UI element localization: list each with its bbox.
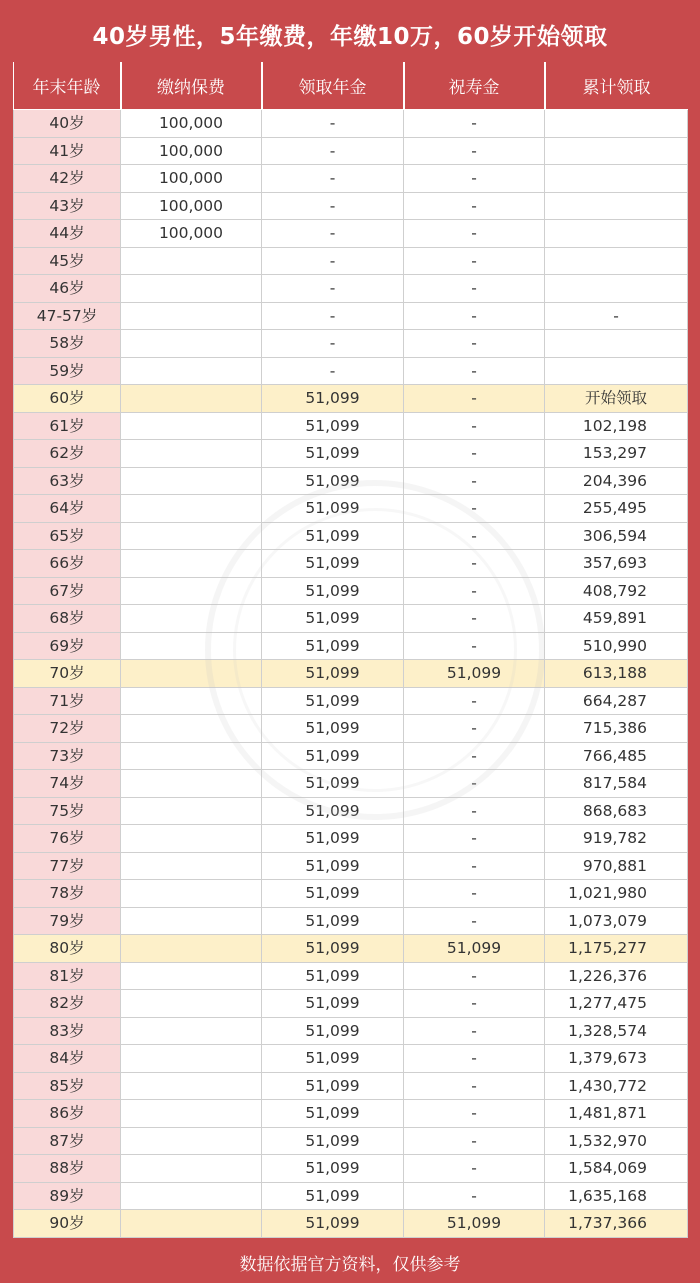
cell-premium [121,852,262,880]
cell-age: 66岁 [14,550,121,578]
cell-age: 90岁 [14,1210,121,1238]
cell-cumulative: 408,792 [545,577,688,605]
cell-annuity: 51,099 [262,632,404,660]
cell-age: 82岁 [14,990,121,1018]
cell-premium [121,880,262,908]
cell-cumulative: 510,990 [545,632,688,660]
cell-premium [121,357,262,385]
cell-cumulative: 1,073,079 [545,907,688,935]
cell-birthday-benefit: 51,099 [404,660,545,688]
cell-age: 40岁 [14,110,121,138]
cell-age: 75岁 [14,797,121,825]
table-row [14,550,688,578]
cell-age: 41岁 [14,137,121,165]
cell-birthday-benefit: - [404,220,545,248]
cell-premium [121,797,262,825]
cell-birthday-benefit: - [404,522,545,550]
cell-age: 83岁 [14,1017,121,1045]
cell-birthday-benefit: - [404,412,545,440]
cell-annuity: 51,099 [262,687,404,715]
cell-annuity: 51,099 [262,1045,404,1073]
cell-annuity: - [262,357,404,385]
cell-annuity: - [262,220,404,248]
cell-annuity: - [262,137,404,165]
cell-premium [121,1045,262,1073]
cell-age: 89岁 [14,1182,121,1210]
cell-birthday-benefit: - [404,550,545,578]
cell-birthday-benefit: - [404,192,545,220]
cell-premium [121,522,262,550]
cell-birthday-benefit: - [404,605,545,633]
cell-cumulative: 459,891 [545,605,688,633]
cell-birthday-benefit: - [404,357,545,385]
cell-birthday-benefit: - [404,110,545,138]
cell-premium [121,1017,262,1045]
cell-cumulative: 153,297 [545,440,688,468]
header-premium: 缴纳保费 [121,62,262,110]
cell-cumulative: 102,198 [545,412,688,440]
cell-annuity: 51,099 [262,880,404,908]
cell-birthday-benefit: - [404,467,545,495]
cell-birthday-benefit: - [404,962,545,990]
cell-premium [121,687,262,715]
table-row [14,1127,688,1155]
cell-age: 69岁 [14,632,121,660]
cell-cumulative [545,192,688,220]
cell-age: 61岁 [14,412,121,440]
table-row [14,825,688,853]
table-row [14,110,688,138]
cell-birthday-benefit: - [404,687,545,715]
cell-cumulative: 1,481,871 [545,1100,688,1128]
cell-cumulative: 817,584 [545,770,688,798]
cell-age: 64岁 [14,495,121,523]
cell-cumulative [545,220,688,248]
cell-cumulative: 919,782 [545,825,688,853]
cell-annuity: 51,099 [262,990,404,1018]
cell-premium [121,385,262,413]
table-header-row [14,62,688,110]
table-row [14,330,688,358]
cell-birthday-benefit: - [404,165,545,193]
cell-birthday-benefit: - [404,770,545,798]
cell-birthday-benefit: - [404,275,545,303]
cell-premium [121,440,262,468]
cell-annuity: 51,099 [262,385,404,413]
table-row [14,302,688,330]
table-row [14,632,688,660]
cell-age: 80岁 [14,935,121,963]
cell-annuity: 51,099 [262,797,404,825]
cell-birthday-benefit: - [404,137,545,165]
cell-age: 81岁 [14,962,121,990]
cell-age: 45岁 [14,247,121,275]
cell-annuity: 51,099 [262,1072,404,1100]
cell-birthday-benefit: - [404,1127,545,1155]
cell-annuity: - [262,192,404,220]
footer-note: 数据依据官方资料，仅供参考 [239,1254,461,1275]
cell-birthday-benefit: - [404,825,545,853]
cell-premium [121,990,262,1018]
table-row [14,1100,688,1128]
cell-annuity: - [262,247,404,275]
annuity-table [13,62,688,1238]
table-row [14,660,688,688]
cell-age: 74岁 [14,770,121,798]
cell-cumulative: 1,379,673 [545,1045,688,1073]
cell-premium [121,412,262,440]
cell-birthday-benefit: - [404,1155,545,1183]
cell-premium [121,715,262,743]
cell-annuity: 51,099 [262,467,404,495]
table-row [14,357,688,385]
cell-annuity: 51,099 [262,852,404,880]
cell-premium [121,302,262,330]
cell-cumulative [545,275,688,303]
cell-age: 72岁 [14,715,121,743]
cell-age: 46岁 [14,275,121,303]
cell-premium [121,770,262,798]
cell-cumulative: 970,881 [545,852,688,880]
cell-birthday-benefit: - [404,880,545,908]
cell-annuity: 51,099 [262,495,404,523]
cell-birthday-benefit: - [404,1017,545,1045]
table-container [13,62,687,1238]
table-row [14,797,688,825]
cell-age: 78岁 [14,880,121,908]
cell-premium [121,330,262,358]
cell-age: 44岁 [14,220,121,248]
cell-cumulative: 1,635,168 [545,1182,688,1210]
cell-annuity: 51,099 [262,1182,404,1210]
table-row [14,1210,688,1238]
cell-premium: 100,000 [121,192,262,220]
cell-birthday-benefit: - [404,577,545,605]
table-row [14,522,688,550]
header-birthday-benefit: 祝寿金 [404,62,545,110]
cell-cumulative [545,330,688,358]
table-row [14,935,688,963]
cell-premium: 100,000 [121,110,262,138]
cell-cumulative: 1,226,376 [545,962,688,990]
cell-premium [121,907,262,935]
cell-cumulative: 613,188 [545,660,688,688]
table-row [14,770,688,798]
cell-premium [121,605,262,633]
table-row [14,192,688,220]
cell-annuity: 51,099 [262,1100,404,1128]
cell-annuity: 51,099 [262,770,404,798]
cell-premium [121,467,262,495]
table-row [14,1072,688,1100]
table-row [14,440,688,468]
cell-premium [121,1182,262,1210]
cell-cumulative: 766,485 [545,742,688,770]
cell-annuity: - [262,110,404,138]
table-row [14,742,688,770]
cell-birthday-benefit: - [404,1100,545,1128]
table-row [14,385,688,413]
table-row [14,907,688,935]
cell-premium: 100,000 [121,165,262,193]
cell-premium [121,825,262,853]
cell-annuity: 51,099 [262,440,404,468]
cell-birthday-benefit: - [404,852,545,880]
table-row [14,1155,688,1183]
cell-cumulative: 1,584,069 [545,1155,688,1183]
cell-cumulative: 204,396 [545,467,688,495]
cell-annuity: 51,099 [262,715,404,743]
cell-cumulative: 715,386 [545,715,688,743]
cell-premium [121,577,262,605]
cell-annuity: 51,099 [262,1127,404,1155]
cell-annuity: 51,099 [262,907,404,935]
cell-cumulative: 1,328,574 [545,1017,688,1045]
cell-cumulative: 1,021,980 [545,880,688,908]
table-row [14,990,688,1018]
cell-cumulative [545,357,688,385]
cell-age: 79岁 [14,907,121,935]
cell-birthday-benefit: - [404,440,545,468]
cell-cumulative: 868,683 [545,797,688,825]
table-row [14,137,688,165]
cell-cumulative [545,247,688,275]
cell-premium [121,1072,262,1100]
cell-age: 88岁 [14,1155,121,1183]
cell-birthday-benefit: - [404,742,545,770]
cell-birthday-benefit: - [404,990,545,1018]
cell-cumulative [545,110,688,138]
table-row [14,467,688,495]
cell-cumulative: 255,495 [545,495,688,523]
cell-age: 73岁 [14,742,121,770]
cell-cumulative: 1,430,772 [545,1072,688,1100]
cell-premium [121,962,262,990]
cell-annuity: 51,099 [262,522,404,550]
cell-annuity: - [262,275,404,303]
cell-annuity: 51,099 [262,550,404,578]
cell-premium [121,632,262,660]
cell-premium [121,660,262,688]
cell-premium: 100,000 [121,220,262,248]
cell-cumulative: 开始领取 [545,385,688,413]
table-row [14,605,688,633]
cell-age: 60岁 [14,385,121,413]
cell-cumulative: 664,287 [545,687,688,715]
cell-birthday-benefit: - [404,1182,545,1210]
cell-annuity: - [262,330,404,358]
cell-premium [121,935,262,963]
cell-birthday-benefit: - [404,797,545,825]
cell-annuity: - [262,165,404,193]
cell-age: 87岁 [14,1127,121,1155]
cell-birthday-benefit: - [404,632,545,660]
header-annuity: 领取年金 [262,62,404,110]
cell-cumulative: - [545,302,688,330]
cell-premium [121,1100,262,1128]
table-row [14,1045,688,1073]
cell-premium [121,1127,262,1155]
table-row [14,962,688,990]
cell-age: 77岁 [14,852,121,880]
cell-birthday-benefit: - [404,715,545,743]
table-row [14,1182,688,1210]
cell-annuity: 51,099 [262,825,404,853]
cell-birthday-benefit: - [404,495,545,523]
cell-age: 42岁 [14,165,121,193]
cell-annuity: 51,099 [262,577,404,605]
table-row [14,495,688,523]
table-row [14,247,688,275]
cell-annuity: - [262,302,404,330]
cell-age: 58岁 [14,330,121,358]
cell-birthday-benefit: - [404,1072,545,1100]
cell-annuity: 51,099 [262,605,404,633]
cell-annuity: 51,099 [262,962,404,990]
table-row [14,715,688,743]
cell-annuity: 51,099 [262,935,404,963]
table-row [14,852,688,880]
table-row [14,412,688,440]
table-row [14,220,688,248]
cell-annuity: 51,099 [262,1017,404,1045]
cell-age: 65岁 [14,522,121,550]
cell-premium: 100,000 [121,137,262,165]
table-body [14,110,688,1238]
cell-age: 85岁 [14,1072,121,1100]
cell-cumulative [545,165,688,193]
cell-cumulative [545,137,688,165]
page-title: 40岁男性，5年缴费，年缴10万，60岁开始领取 [92,23,608,50]
cell-age: 86岁 [14,1100,121,1128]
table-row [14,880,688,908]
cell-annuity: 51,099 [262,412,404,440]
cell-age: 67岁 [14,577,121,605]
cell-premium [121,247,262,275]
cell-birthday-benefit: - [404,385,545,413]
cell-birthday-benefit: - [404,330,545,358]
cell-premium [121,1210,262,1238]
cell-age: 63岁 [14,467,121,495]
cell-premium [121,495,262,523]
cell-age: 70岁 [14,660,121,688]
cell-birthday-benefit: 51,099 [404,935,545,963]
cell-cumulative: 306,594 [545,522,688,550]
cell-age: 68岁 [14,605,121,633]
cell-birthday-benefit: - [404,302,545,330]
cell-annuity: 51,099 [262,742,404,770]
cell-cumulative: 357,693 [545,550,688,578]
cell-age: 62岁 [14,440,121,468]
cell-cumulative: 1,277,475 [545,990,688,1018]
header-cumulative: 累计领取 [545,62,688,110]
cell-birthday-benefit: - [404,907,545,935]
cell-age: 43岁 [14,192,121,220]
table-row [14,165,688,193]
cell-cumulative: 1,175,277 [545,935,688,963]
cell-age: 76岁 [14,825,121,853]
cell-birthday-benefit: 51,099 [404,1210,545,1238]
cell-birthday-benefit: - [404,247,545,275]
table-row [14,275,688,303]
cell-age: 47-57岁 [14,302,121,330]
cell-premium [121,742,262,770]
cell-age: 71岁 [14,687,121,715]
cell-premium [121,550,262,578]
cell-age: 84岁 [14,1045,121,1073]
cell-age: 59岁 [14,357,121,385]
table-row [14,577,688,605]
table-row [14,1017,688,1045]
header-age: 年末年龄 [14,62,121,110]
cell-annuity: 51,099 [262,1210,404,1238]
cell-annuity: 51,099 [262,660,404,688]
cell-cumulative: 1,737,366 [545,1210,688,1238]
cell-premium [121,1155,262,1183]
table-row [14,687,688,715]
cell-birthday-benefit: - [404,1045,545,1073]
cell-premium [121,275,262,303]
cell-cumulative: 1,532,970 [545,1127,688,1155]
cell-annuity: 51,099 [262,1155,404,1183]
